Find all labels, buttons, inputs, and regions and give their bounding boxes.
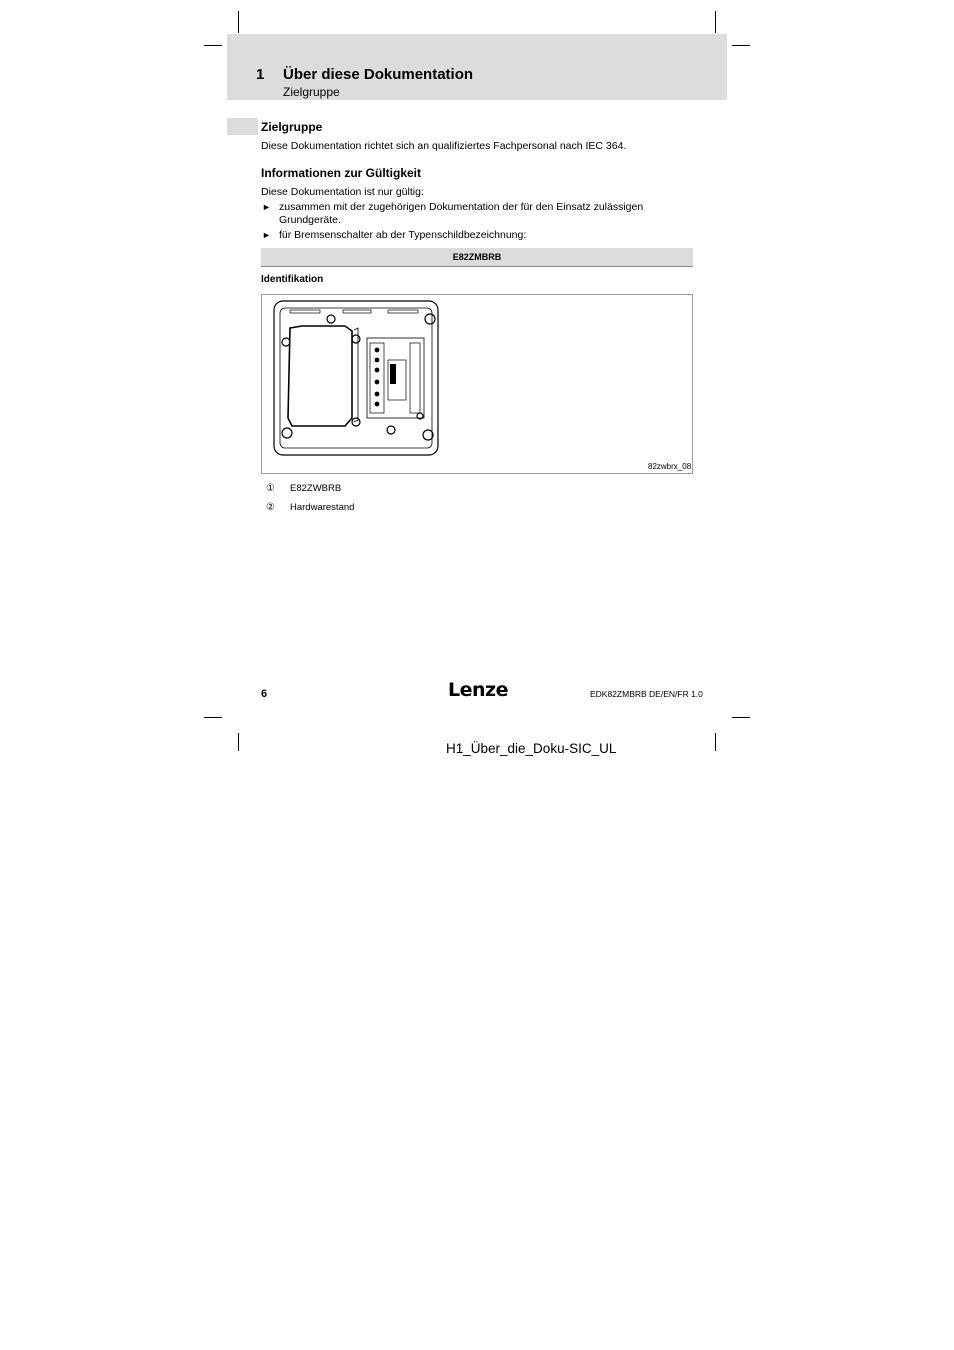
bullet-arrow-icon: ►	[262, 230, 271, 240]
chapter-number: 1	[256, 66, 265, 83]
figure-id: 82zwbrx_08	[648, 462, 692, 471]
lenze-logo: Lenze	[448, 679, 508, 701]
crop-mark	[732, 45, 750, 46]
chapter-subtitle: Zielgruppe	[283, 85, 340, 99]
section-marker	[227, 118, 258, 135]
crop-mark	[238, 11, 239, 33]
bullet-arrow-icon: ►	[262, 202, 271, 212]
legend-number: ①	[266, 483, 275, 494]
crop-mark	[715, 733, 716, 751]
validity-heading: Informationen zur Gültigkeit	[261, 166, 422, 180]
validity-intro: Diese Dokumentation ist nur gültig:	[261, 186, 424, 198]
source-filename: H1_Über_die_Doku-SIC_UL	[446, 741, 617, 756]
target-group-heading: Zielgruppe	[261, 120, 323, 134]
type-designation-cell: E82ZMBRB	[261, 248, 693, 267]
identification-heading: Identifikation	[261, 274, 324, 285]
crop-mark	[204, 717, 222, 718]
legend-number: ②	[266, 502, 275, 513]
page-number: 6	[261, 688, 268, 700]
validity-bullet: für Bremsenschalter ab der Typenschildbezeichnung:	[279, 229, 527, 241]
document-reference: EDK82ZMBRB DE/EN/FR 1.0	[590, 689, 703, 699]
legend-text: Hardwarestand	[290, 502, 355, 513]
target-group-text: Diese Dokumentation richtet sich an qualifiziertes Fachpersonal nach IEC 364.	[261, 140, 627, 152]
validity-bullet: zusammen mit der zugehörigen Dokumentation der für den Einsatz zulässigen Grundgeräte.	[279, 201, 644, 226]
device-drawing	[270, 298, 442, 458]
crop-mark	[715, 11, 716, 33]
crop-mark	[238, 733, 239, 751]
crop-mark	[204, 45, 222, 46]
crop-mark	[732, 717, 750, 718]
legend-text: E82ZWBRB	[290, 483, 342, 494]
chapter-title: Über diese Dokumentation	[283, 66, 474, 83]
